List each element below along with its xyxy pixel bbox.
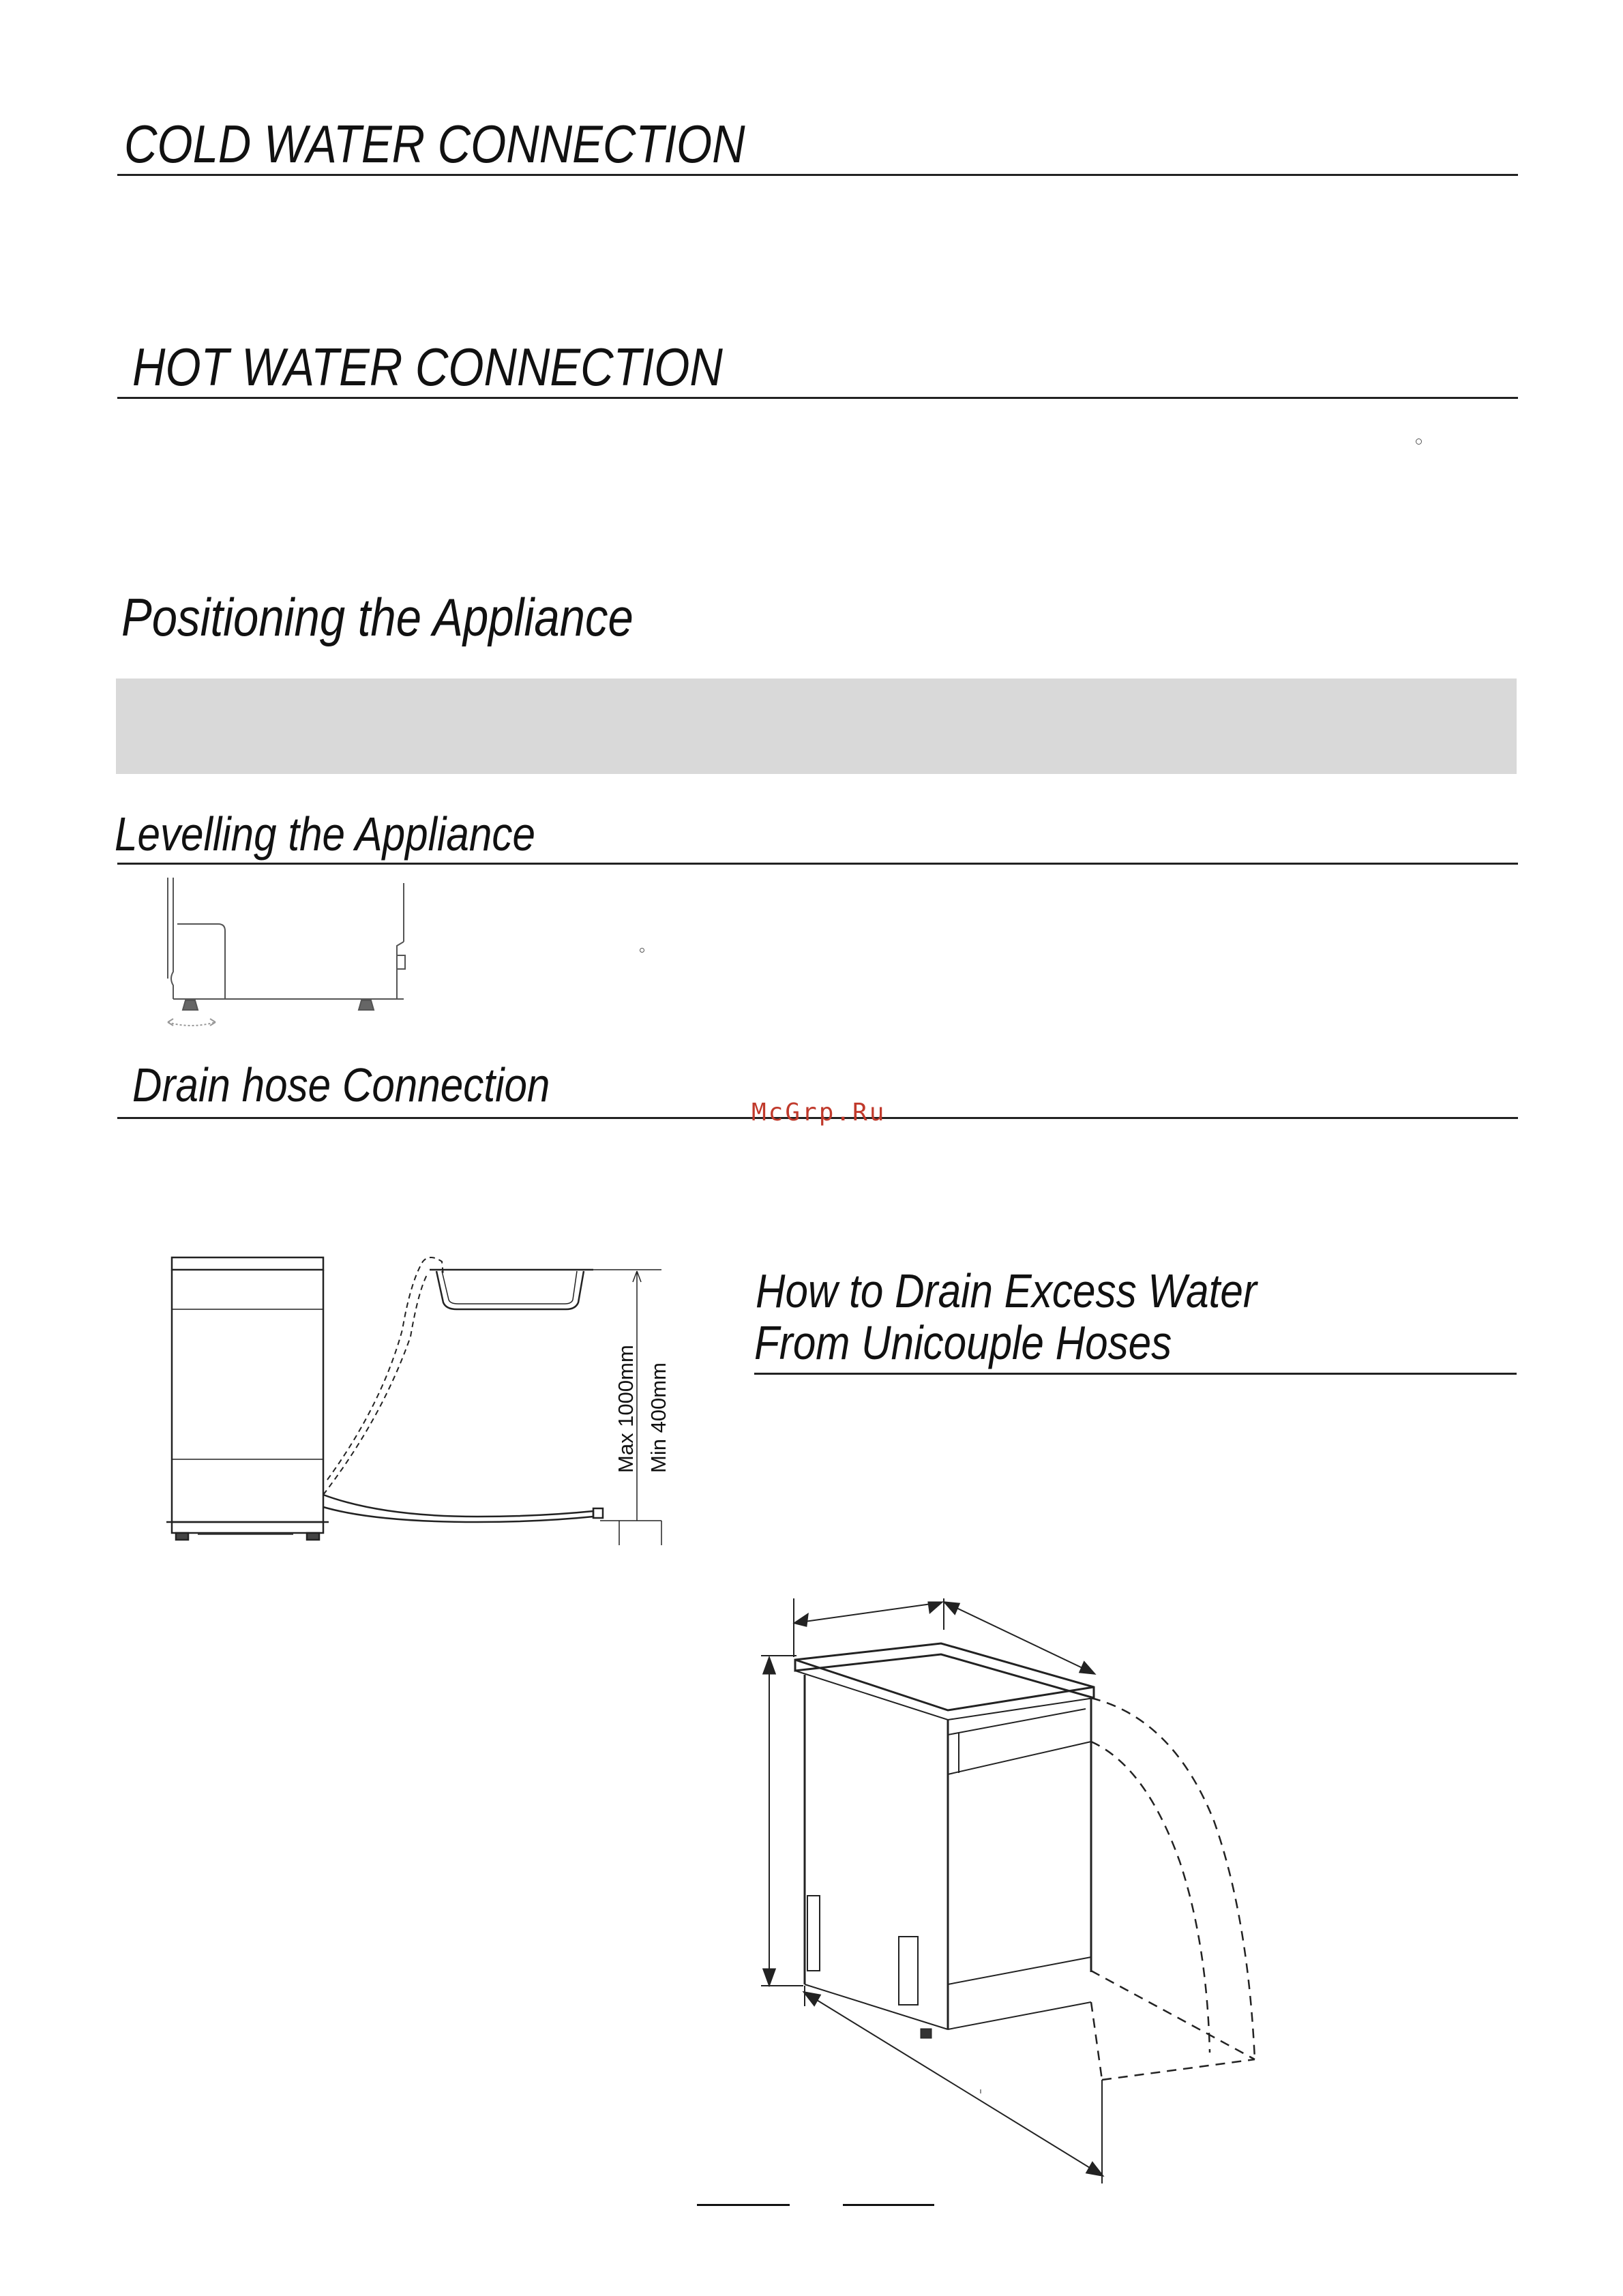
drain-excess-heading-line1: How to Drain Excess Water — [756, 1264, 1257, 1317]
footer-line-left — [697, 2204, 790, 2206]
stray-dot — [1416, 438, 1422, 445]
positioning-heading: Positioning the Appliance — [121, 587, 634, 647]
levelling-figure — [150, 876, 423, 1033]
cold-water-heading: COLD WATER CONNECTION — [124, 114, 745, 174]
footer-line-right — [843, 2204, 934, 2206]
drain-hose-heading: Drain hose Connection — [132, 1058, 550, 1112]
hot-water-heading: HOT WATER CONNECTION — [132, 337, 723, 397]
positioning-gray-box — [116, 679, 1517, 774]
drain-hose-figure — [157, 1241, 702, 1548]
drain-excess-heading-line2: From Unicouple Hoses — [754, 1316, 1172, 1369]
cold-water-rule — [117, 174, 1518, 176]
hot-water-rule — [117, 397, 1518, 399]
levelling-rule — [117, 863, 1518, 865]
drain-excess-rule — [754, 1373, 1517, 1375]
watermark: McGrp.Ru — [751, 1099, 887, 1127]
max-height-label: Max 1000mm — [614, 1345, 638, 1473]
stray-dot-2 — [640, 948, 644, 953]
min-height-label: Min 400mm — [646, 1362, 670, 1473]
appliance-dimensions-figure — [736, 1589, 1309, 2182]
levelling-heading: Levelling the Appliance — [115, 807, 535, 861]
